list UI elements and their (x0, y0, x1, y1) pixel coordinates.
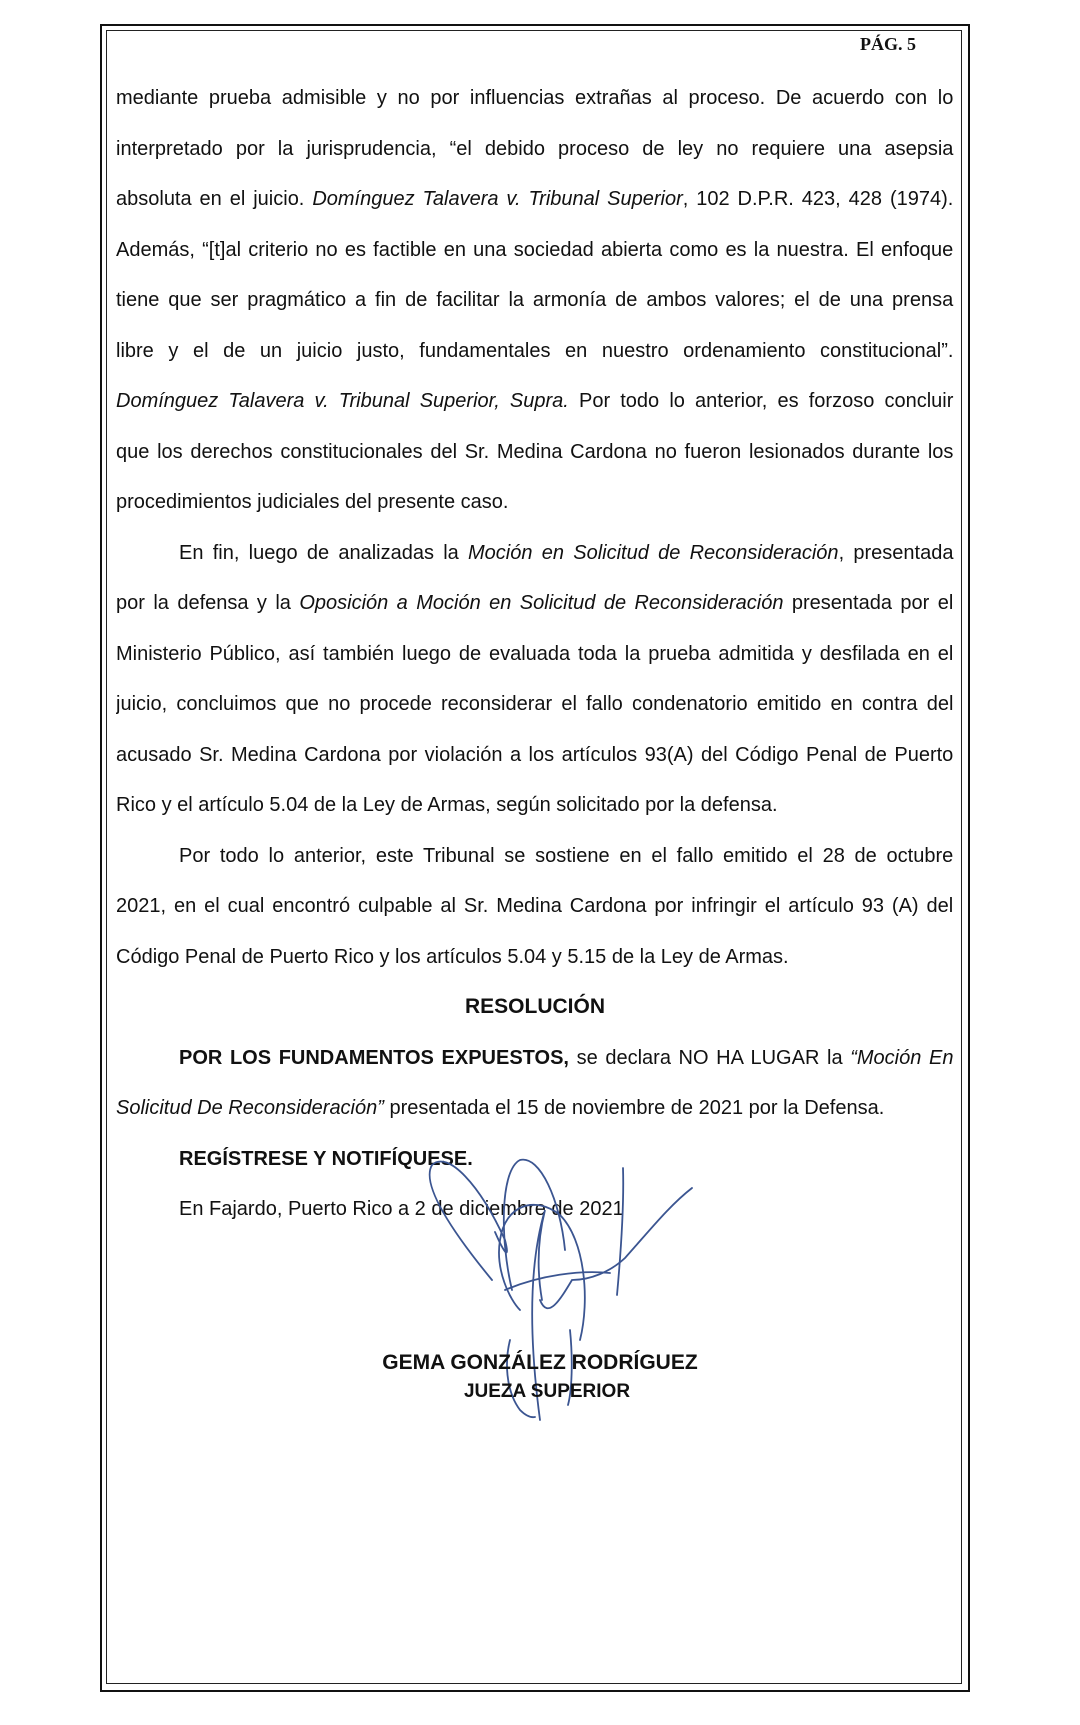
text-segment: interpretado por la jurisprudencia, “el debido proceso de ley no requiere una asepsia (116, 137, 954, 160)
judge-title: JUEZA SUPERIOR (463, 1381, 631, 1402)
text-segment: RESOLUCIÓN (464, 995, 605, 1018)
text-segment: Moción en Solicitud de Reconsideración (468, 541, 839, 564)
text-segment: Código Penal de Puerto Rico y los artículos 5.04 y 5.15 de la Ley de Armas. (116, 945, 789, 968)
text-segment: procedimientos judiciales del presente caso. (116, 491, 509, 513)
text-segment: , presentada (838, 541, 954, 564)
text-segment: presentada por el (783, 592, 954, 614)
text-segment: que los derechos constitucionales del Sr. Medina Cardona no fueron lesionados durante los (116, 440, 954, 463)
text-segment: Además, “[t]al criterio no es factible en una sociedad abierta como es la nuestra. El enfoque (116, 238, 954, 261)
page-number: PÁG. 5 (860, 34, 916, 54)
text-segment: En Fajardo, Puerto Rico a 2 de diciembre de 2021 (179, 1198, 624, 1220)
text-segment: En fin, luego de analizadas la (179, 541, 469, 564)
text-segment: por la defensa y la (116, 592, 300, 614)
text-segment: tiene que ser pragmático a fin de facilitar la armonía de ambos valores; el de una prensa (116, 289, 954, 311)
text-segment: mediante prueba admisible y no por influencias extrañas al proceso. De acuerdo con lo (116, 87, 954, 109)
text-segment: se declara NO HA LUGAR la (568, 1046, 851, 1069)
judge-name: GEMA GONZÁLEZ RODRÍGUEZ (382, 1351, 698, 1374)
text-segment: POR LOS FUNDAMENTOS EXPUESTOS, (179, 1046, 569, 1069)
text-segment: , 102 D.P.R. 423, 428 (1974). (682, 188, 954, 210)
text-segment: acusado Sr. Medina Cardona por violación a los artículos 93(A) del Código Penal de Puerto (116, 743, 954, 766)
text-segment: juicio, concluimos que no procede reconsiderar el fallo condenatorio emitido en contra del (116, 693, 954, 715)
text-segment: Por todo lo anterior, es forzoso concluir (568, 390, 954, 412)
text-segment: presentada el 15 de noviembre de 2021 por la Defensa. (383, 1097, 885, 1119)
text-segment: Domínguez Talavera v. Tribunal Superior, Supra. (116, 390, 569, 412)
text-segment: Por todo lo anterior, este Tribunal se sostiene en el fallo emitido el 28 de octubre (179, 844, 954, 867)
text-segment: Solicitud De Reconsideración” (116, 1097, 384, 1119)
text-segment: libre y el de un juicio justo, fundamentales en nuestro ordenamiento constitucional”. (116, 339, 954, 362)
text-segment: Oposición a Moción en Solicitud de Reconsideración (299, 592, 784, 614)
text-segment: Ministerio Público, así también luego de evaluada toda la prueba admitida y desfilada en el (116, 642, 954, 665)
text-segment: “Moción En (850, 1046, 954, 1069)
text-segment: 2021, en el cual encontró culpable al Sr. Medina Cardona por infringir el artículo 93 (A) del (116, 895, 954, 917)
text-segment: Domínguez Talavera v. Tribunal Superior (312, 188, 683, 210)
text-segment: REGÍSTRESE Y NOTIFÍQUESE. (179, 1147, 473, 1170)
text-segment: absoluta en el juicio. (116, 188, 313, 210)
text-segment: Rico y el artículo 5.04 de la Ley de Armas, según solicitado por la defensa. (116, 794, 778, 816)
